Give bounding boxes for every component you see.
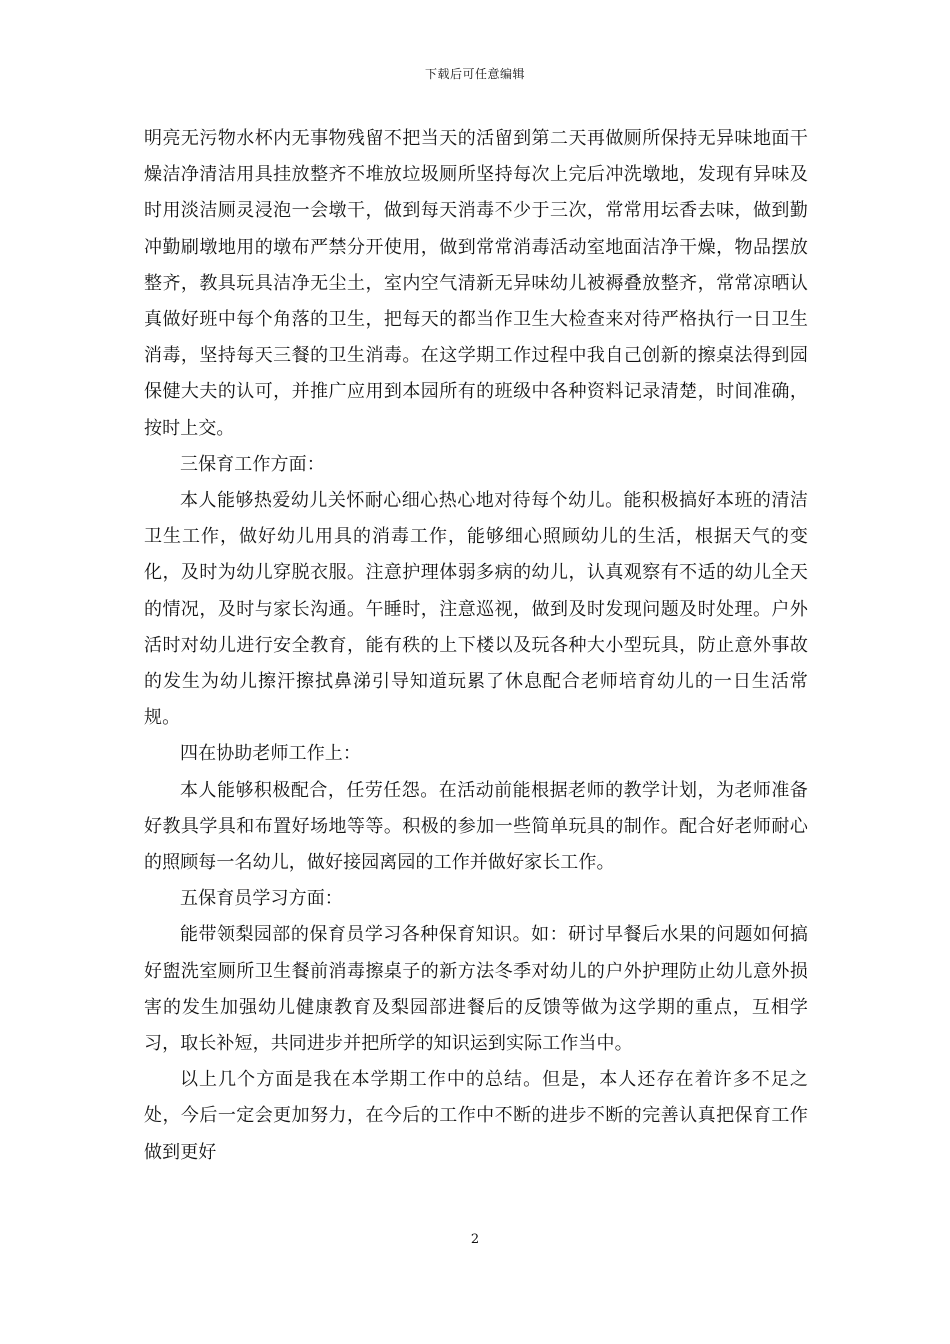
- section-heading-learning: 五保育员学习方面：: [180, 888, 343, 910]
- section-heading-care-work: 三保育工作方面：: [180, 453, 325, 475]
- paragraph-care-work: 本人能够热爱幼儿关怀耐心细心热心地对待每个幼儿。能积极搞好本班的清洁卫生工作，做好幼儿用具的消毒工作，能够细心照顾幼儿的生活，根据天气的变化，及时为幼儿穿脱衣服。注意护理体弱多病的幼儿，认真观察有不适的幼儿全天的情况，及时与家长沟通。午睡时，注意巡视，做到及时发现问题及时处理。户外活时对幼儿进行安全教育，能有秩的上下楼以及玩各种大小型玩具，防止意外事故的发生为幼儿擦汗擦拭鼻涕引导知道玩累了休息配合老师培育幼儿的一日生活常规。: [144, 490, 808, 729]
- document-body: [144, 121, 808, 1171]
- paragraph-learning: 能带领梨园部的保育员学习各种保育知识。如：研讨早餐后水果的问题如何搞好盥洗室厕所卫生餐前消毒擦桌子的新方法冬季对幼儿的户外护理防止幼儿意外损害的发生加强幼儿健康教育及梨园部进餐后的反馈等做为这学期的重点，互相学习，取长补短，共同进步并把所学的知识运到实际工作当中。: [144, 924, 808, 1055]
- page-number: 2: [470, 1232, 480, 1247]
- section-heading-assist-teacher: 四在协助老师工作上：: [180, 743, 361, 765]
- paragraph-assist-teacher: 本人能够积极配合，任劳任怨。在活动前能根据老师的教学计划，为老师准备好教具学具和布置好场地等等。积极的参加一些简单玩具的制作。配合好老师耐心的照顾每一名幼儿，做好接园离园的工作并做好家长工作。: [144, 779, 808, 874]
- paragraph-continuation: 明亮无污物水杯内无事物残留不把当天的活留到第二天再做厕所保持无异味地面干燥洁净清洁用具挂放整齐不堆放垃圾厕所坚持每次上完后冲洗墩地，发现有异味及时用淡洁厕灵浸泡一会墩干，做到每天消毒不少于三次，常常用坛香去味，做到勤冲勤刷墩地用的墩布严禁分开使用，做到常常消毒活动室地面洁净干燥，物品摆放整齐，教具玩具洁净无尘土，室内空气清新无异味幼儿被褥叠放整齐，常常凉晒认真做好班中每个角落的卫生，把每天的都当作卫生大检查来对待严格执行一日卫生消毒，坚持每天三餐的卫生消毒。在这学期工作过程中我自己创新的擦桌法得到园保健大夫的认可，并推广应用到本园所有的班级中各种资料记录清楚，时间准确，按时上交。: [144, 128, 808, 439]
- paragraph-conclusion: 以上几个方面是我在本学期工作中的总结。但是，本人还存在着许多不足之处，今后一定会更加努力，在今后的工作中不断的进步不断的完善认真把保育工作做到更好: [144, 1069, 808, 1163]
- page-header: 下载后可任意编辑: [424, 67, 525, 81]
